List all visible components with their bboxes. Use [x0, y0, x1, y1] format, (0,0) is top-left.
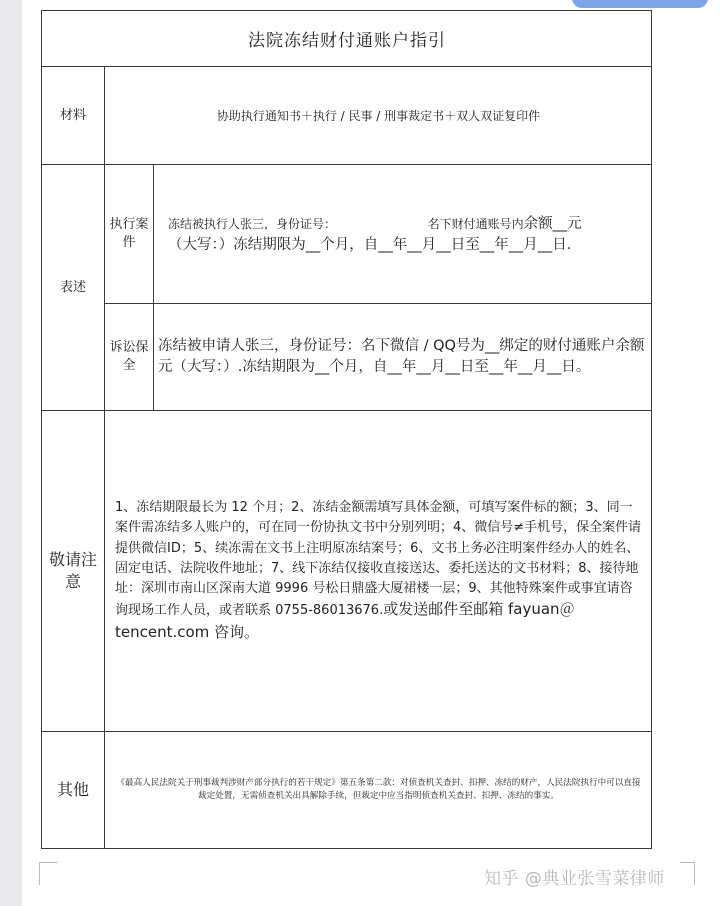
materials-content: 协助执行通知书＋执行 / 民事 / 刑事裁定书＋双人双证复印件	[104, 66, 652, 164]
notes-label: 敬请注意	[41, 410, 104, 731]
watermark: 知乎 @典业张雪菜律师	[484, 869, 665, 889]
litigation-content: 冻结被申请人张三，身份证号：名下微信 / QQ号为__绑定的财付通账户余额元（大写：）.冻结期限为__个月，自__年__月__日至__年__月__日。	[153, 303, 652, 410]
other-content: 《最高人民法院关于刑事裁判涉财产部分执行的若干规定》第五条第二款：对侦查机关查封、扣押、冻结的财产，人民法院执行中可以直接裁定处置，无需侦查机关出具解除手续，但裁定中应当指明侦查机关查封、扣押、冻结的事实。	[104, 731, 652, 848]
execution-case-label: 执行案件	[104, 164, 153, 303]
crop-mark-left	[39, 862, 58, 885]
notes-email: 或发送邮件至邮箱 fayuan＠tencent.com 咨询。	[115, 600, 575, 641]
execution-line1-text: 冻结被执行人张三，身份证号：	[168, 216, 337, 231]
execution-line1-amount: 余额__元	[523, 215, 582, 232]
viewer-edge	[0, 0, 22, 906]
litigation-label: 诉讼保全	[104, 303, 153, 410]
materials-label: 材料	[41, 66, 104, 164]
execution-line1-gap	[336, 217, 428, 231]
corner-button[interactable]	[572, 0, 708, 8]
notes-content	[104, 410, 652, 731]
execution-line2: （大写：）冻结期限为__个月，自__年__月__日至__年__月__日.	[168, 236, 572, 253]
notes-text: 1、冻结期限最长为 12 个月；2、冻结金额需填写具体金额，可填写案件标的额；3、同一案件需冻结多人账户的，可在同一份协执文书中分别列明；4、微信号≠手机号，保全案件请提供微信ID；5、续冻需在文书上注明原冻结案号；6、文书上务必注明案件经办人的姓名、固定电话、法院收件地址；7、线下冻结仅接收直接送达、委托送达的文书材料；8、接待地址：深圳市南山区深南大道 9996 号松日鼎盛大厦裙楼一层；9、其他特殊案件或事宜请咨询现场工作人员，或者联系 0755-86013676.	[115, 500, 642, 619]
crop-mark-right	[680, 862, 695, 885]
document-title: 法院冻结财付通账户指引	[41, 10, 652, 66]
other-label: 其他	[41, 731, 104, 848]
execution-case-content	[153, 164, 652, 303]
statement-label: 表述	[41, 164, 104, 410]
execution-line1-account: 名下财付通账号内	[427, 216, 524, 231]
